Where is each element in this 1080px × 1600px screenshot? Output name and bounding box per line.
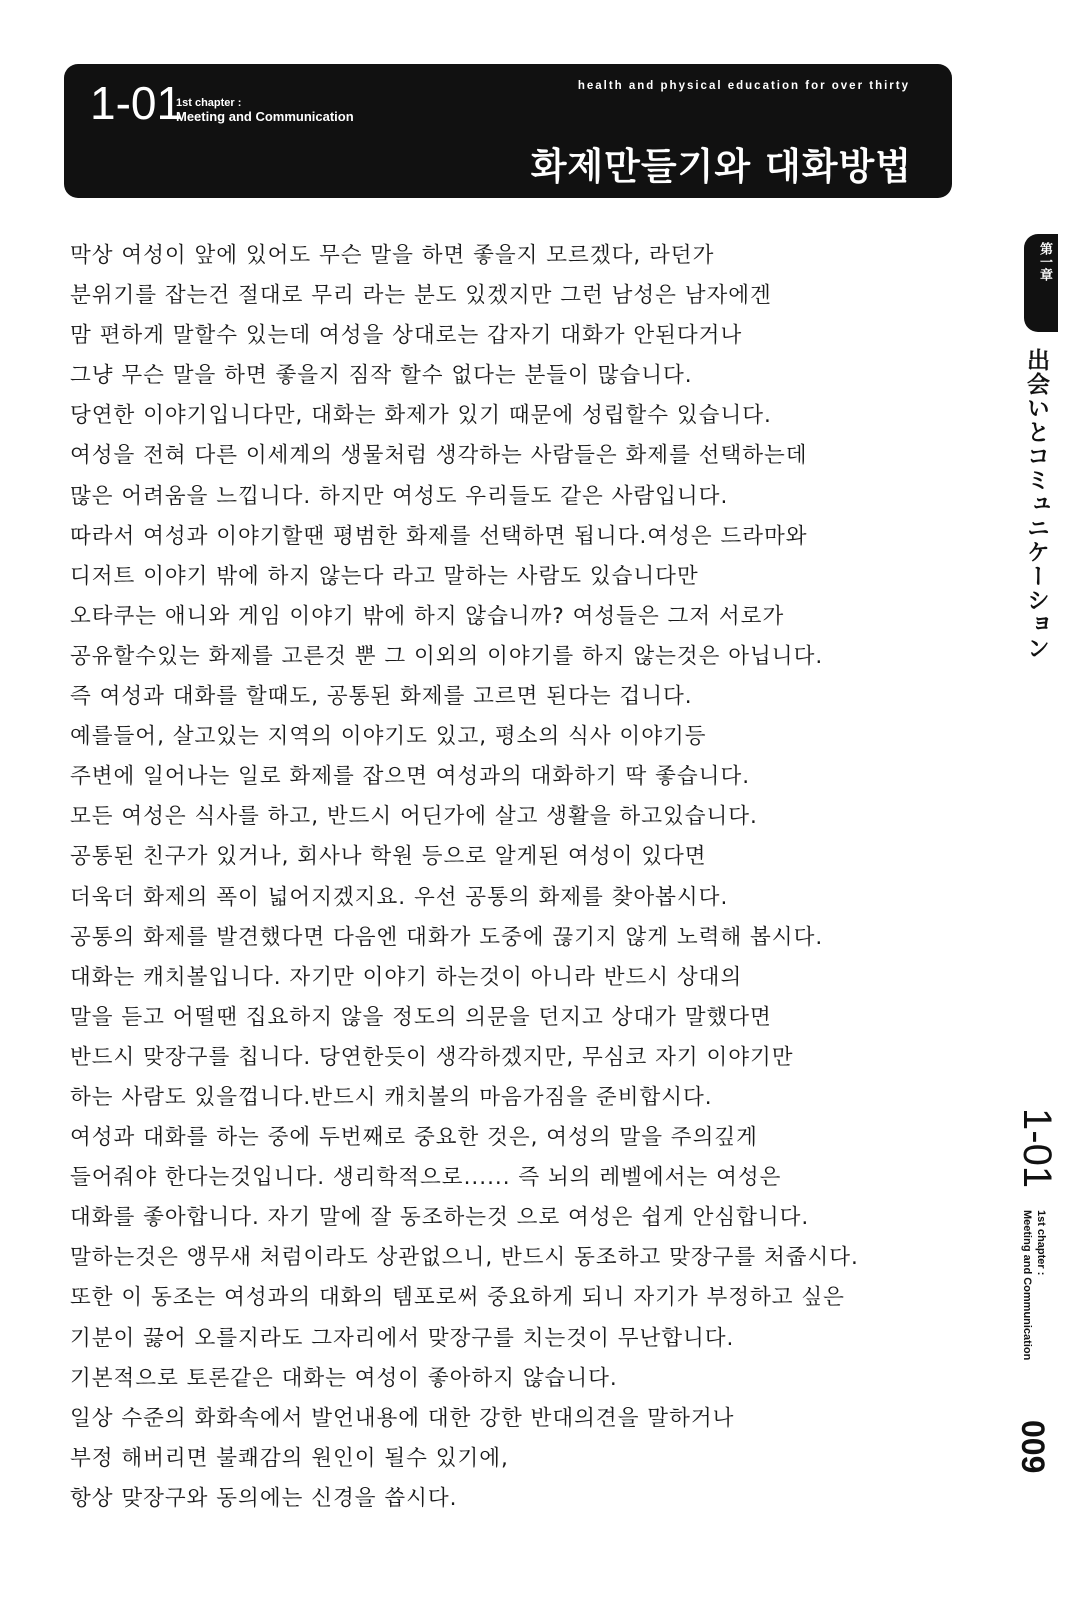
body-line: 여성을 전혀 다른 이세계의 생물처럼 생각하는 사람들은 화제를 선택하는데 [70,443,808,469]
body-line: 기분이 끓어 오를지라도 그자리에서 맞장구를 치는것이 무난합니다. [70,1325,735,1351]
body-line: 주변에 일어나는 일로 화제를 잡으면 여성과의 대화하기 딱 좋습니다. [70,764,751,790]
body-line: 디저트 이야기 밖에 하지 않는다 라고 말하는 사람도 있습니다만 [70,563,699,589]
body-line: 말을 듣고 어떨땐 집요하지 않을 정도의 의문을 던지고 상대가 말했다면 [70,1004,772,1030]
body-line: 항상 맞장구와 동의에는 신경을 씁시다. [70,1485,458,1511]
body-line: 반드시 맞장구를 칩니다. 당연한듯이 생각하겠지만, 무심코 자기 이야기만 [70,1044,794,1070]
body-line: 그냥 무슨 말을 하면 좋을지 짐작 할수 없다는 분들이 많습니다. [70,363,693,389]
body-line: 대화는 캐치볼입니다. 자기만 이야기 하는것이 아니라 반드시 상대의 [70,964,743,990]
body-line: 예를들어, 살고있는 지역의 이야기도 있고, 평소의 식사 이야기등 [70,724,707,750]
section-number: 1-01 [90,77,183,129]
chapter-header-bar [64,64,952,198]
body-line: 말하는것은 앵무새 처럼이라도 상관없으니, 반드시 동조하고 맞장구를 처줍시다. [70,1245,859,1271]
body-line: 들어줘야 한다는것입니다. 생리학적으로...... 즉 뇌의 레벨에서는 여성은 [70,1165,782,1191]
body-line: 당연한 이야기입니다만, 대화는 화제가 있기 때문에 성립할수 있습니다. [70,403,772,429]
chapter-side-tab [1024,234,1058,332]
body-line: 오타쿠는 애니와 게임 이야기 밖에 하지 않습니까? 여성들은 그저 서로가 [70,603,785,629]
page-number: 009 [1015,1420,1051,1474]
book-tagline: health and physical education for over thirty [577,80,910,92]
body-line: 하는 사람도 있을껍니다.반드시 캐치볼의 마음가짐을 준비합시다. [70,1084,713,1110]
body-line: 여성과 대화를 하는 중에 두번째로 중요한 것은, 여성의 말을 주의깊게 [70,1125,758,1151]
body-line: 많은 어려움을 느낍니다. 하지만 여성도 우리들도 같은 사람입니다. [70,483,729,509]
body-line: 일상 수준의 화화속에서 발언내용에 대한 강한 반대의견을 말하거나 [70,1405,735,1431]
chapter-label-line2: Meeting and Communication [176,109,354,124]
side-chapter-label [1020,1210,1048,1360]
side-chapter-label-line2: Meeting and Communication [1021,1210,1033,1361]
body-line: 부정 해버리면 불쾌감의 원인이 될수 있기에, [70,1445,509,1471]
body-line: 모든 여성은 식사를 하고, 반드시 어딘가에 살고 생활을 하고있습니다. [70,804,758,830]
body-line: 공통의 화제를 발견했다면 다음엔 대화가 도중에 끊기지 않게 노력해 봅시다. [70,924,824,950]
body-line: 막상 여성이 앞에 있어도 무슨 말을 하면 좋을지 모르겠다, 라던가 [70,243,715,268]
body-line: 공유할수있는 화제를 고른것 뿐 그 이외의 이야기를 하지 않는것은 아닙니다. [70,643,824,669]
body-line: 또한 이 동조는 여성과의 대화의 템포로써 중요하게 되니 자기가 부정하고 싶은 [70,1285,845,1311]
body-line: 기본적으로 토론같은 대화는 여성이 좋아하지 않습니다. [70,1365,618,1391]
body-line: 대화를 좋아합니다. 자기 말에 잘 동조하는것 으로 여성은 쉽게 안심합니다. [70,1205,810,1231]
side-section-number: 1-01 [1015,1108,1059,1189]
chapter-label-line1: 1st chapter : [176,97,242,109]
body-line: 더욱더 화제의 폭이 넓어지겠지요. 우선 공통의 화제를 찾아봅시다. [70,884,729,910]
body-line: 따라서 여성과 이야기할땐 평범한 화제를 선택하면 됩니다.여성은 드라마와 [70,523,808,549]
chapter-label [176,96,354,124]
page-title: 화제만들기와 대화방법 [530,145,912,188]
body-line: 분위기를 잡는건 절대로 무리 라는 분도 있겠지만 그런 남성은 남자에겐 [70,283,772,309]
chapter-tab-label: 第一章 [1037,242,1052,281]
body-text [70,236,970,1519]
side-chapter-label-line1: 1st chapter : [1035,1210,1047,1276]
body-line: 맘 편하게 말할수 있는데 여성을 상대로는 갑자기 대화가 안된다거나 [70,323,743,349]
body-line: 공통된 친구가 있거나, 회사나 학원 등으로 알게된 여성이 있다면 [70,844,707,870]
side-chapter-title: 出会いとコミュニケーション [1023,348,1049,660]
body-line: 즉 여성과 대화를 할때도, 공통된 화제를 고르면 된다는 겁니다. [70,684,693,710]
